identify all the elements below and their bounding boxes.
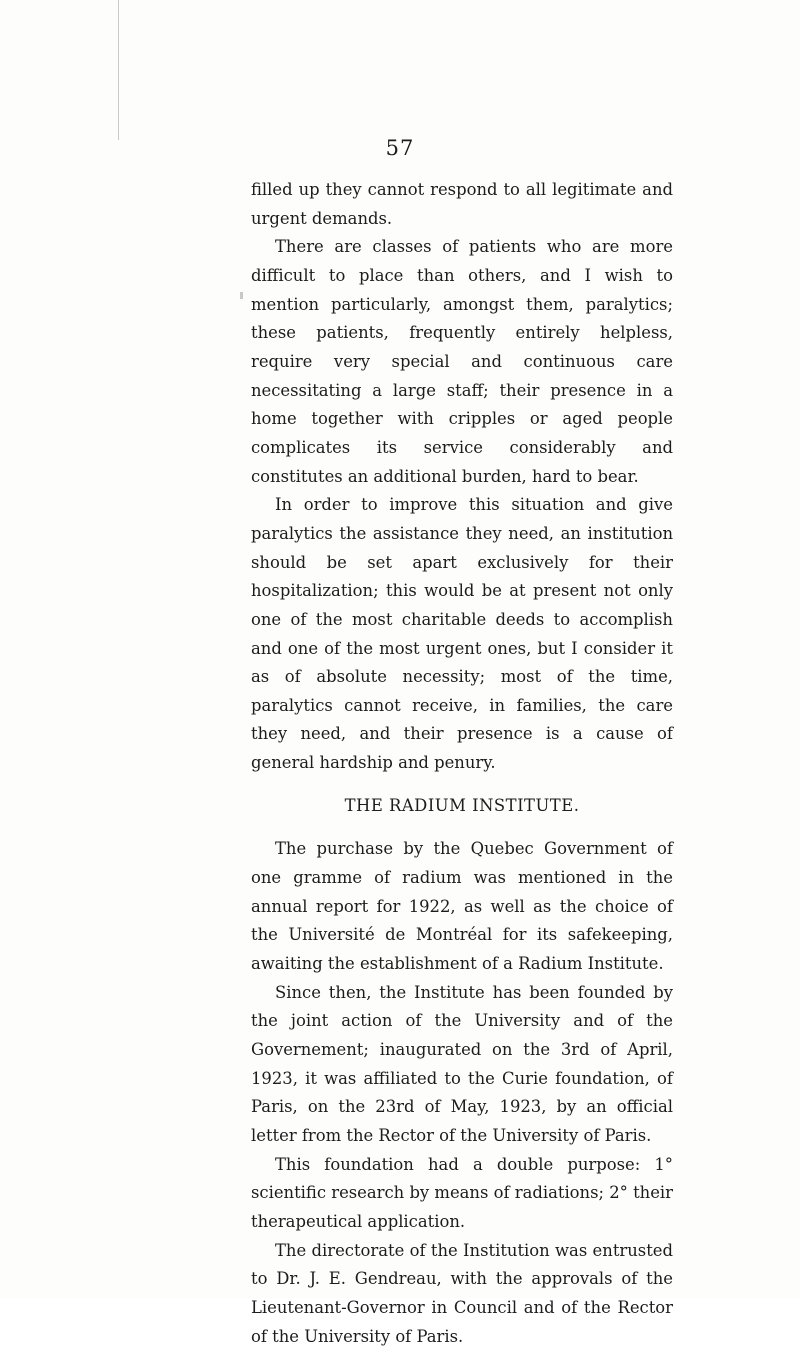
paragraph-institute-founded: Since then, the Institute has been founded by the joint action of the University and of the Governement; inaugurated on the 3rd of April, 1923, it was affiliated to the Curie foundation, of Paris, on the 23rd of May, 1923, by an official letter from the Rector of the University of Paris. xyxy=(251,982,673,1145)
body-text xyxy=(251,176,673,1351)
paragraph-double-purpose: This foundation had a double purpose: 1° scientific research by means of radiations; 2° their therapeutical application. xyxy=(251,1154,674,1231)
paragraph-radium-purchase: The purchase by the Quebec Government of one gramme of radium was mentioned in the annual report for 1922, as well as the choice of the Université de Montréal for its safekeeping, awaiting the establishment of a Radium Institute. xyxy=(251,839,673,974)
scan-tick-mark xyxy=(240,292,243,299)
page-number: 57 xyxy=(385,136,415,160)
paragraph-improve-situation: In order to improve this situation and give paralytics the assistance they need, an institution should be set apart exclusively for their hospitalization; this would be at present not only one of the most charitable deeds to accomplish and one of the most urgent ones, but I consider it as of absolute necessity; most of the time, paralytics cannot receive, in families, the care they need, and their presence is a cause of general hardship and penury. xyxy=(251,495,673,773)
paragraph-directorate: The directorate of the Institution was entrusted to Dr. J. E. Gendreau, with the approvals of the Lieutenant-Governor in Council and of the Rector of the University of Paris. xyxy=(251,1240,673,1346)
paragraph-continued: filled up they cannot respond to all legitimate and urgent demands. xyxy=(251,180,673,228)
paragraph-classes-of-patients: There are classes of patients who are more difficult to place than others, and I wish to mention particularly, amongst them, paralytics; these patients, frequently entirely helpless, require very special and continuous care necessitating a large staff; their presence in a home together with cripples or aged people complicates its service considerably and constitutes an additional burden, hard to bear. xyxy=(251,237,673,486)
scan-edge-mark xyxy=(118,0,119,140)
section-heading: THE RADIUM INSTITUTE. xyxy=(344,795,580,815)
